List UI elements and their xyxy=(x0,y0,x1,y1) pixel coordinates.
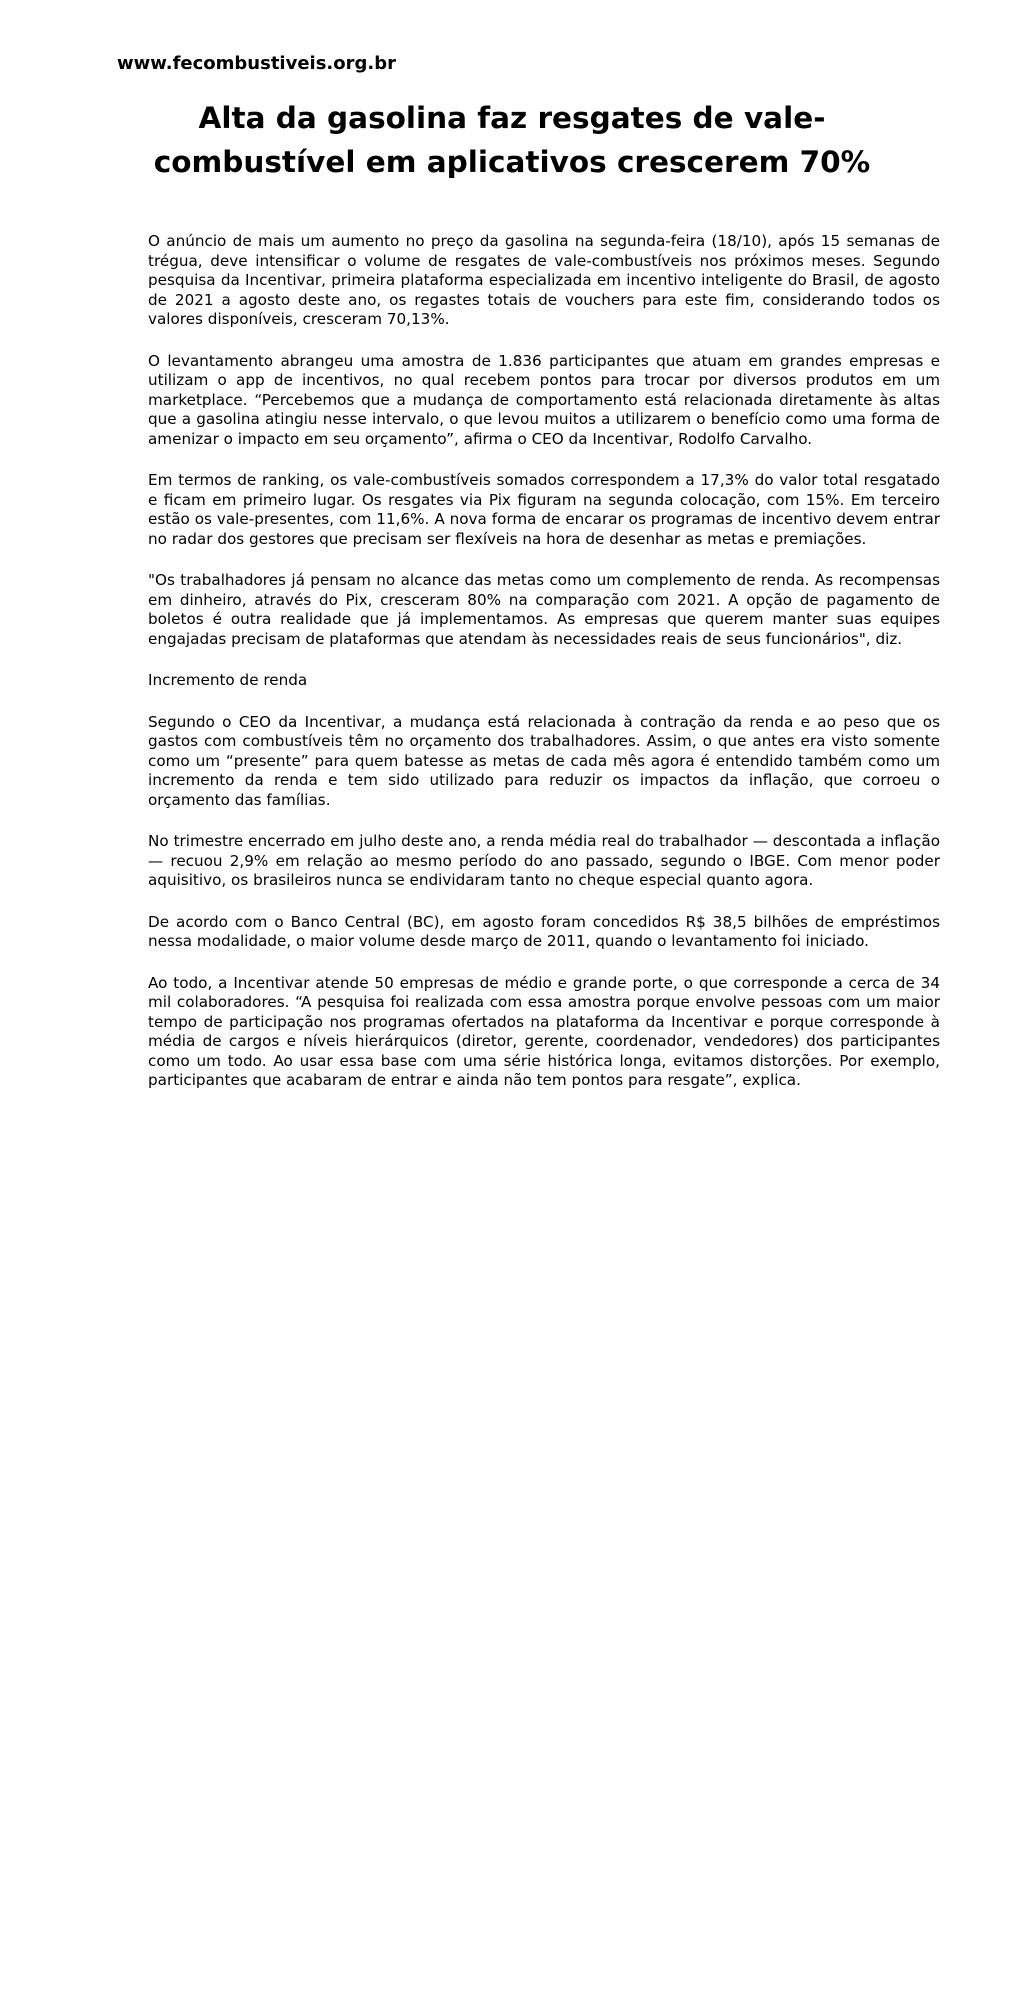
article-paragraph: Segundo o CEO da Incentivar, a mudança está relacionada à contração da renda e ao peso que os gastos com combustíveis têm no orçamento dos trabalhadores. Assim, o que antes era visto somente como um “presente” para quem batesse as metas de cada mês agora é entendido também como um incremento da renda e tem sido utilizado para reduzir os impactos da inflação, que corroeu o orçamento das famílias. xyxy=(148,712,940,809)
article-paragraph: "Os trabalhadores já pensam no alcance das metas como um complemento de renda. As recompensas em dinheiro, através do Pix, cresceram 80% na comparação com 2021. A opção de pagamento de boletos é outra realidade que já implementamos. As empresas que querem manter suas equipes engajadas precisam de plataformas que atendam às necessidades reais de seus funcionários", diz. xyxy=(148,571,940,648)
article-paragraph: De acordo com o Banco Central (BC), em agosto foram concedidos R$ 38,5 bilhões de empréstimos nessa modalidade, o maior volume desde março de 2011, quando o levantamento foi iniciado. xyxy=(148,912,940,950)
article-paragraph: No trimestre encerrado em julho deste ano, a renda média real do trabalhador — descontada a inflação — recuou 2,9% em relação ao mesmo período do ano passado, segundo o IBGE. Com menor poder aquisitivo, os brasileiros nunca se endividaram tanto no cheque especial quanto agora. xyxy=(148,832,940,889)
article-paragraph: Em termos de ranking, os vale-combustíveis somados correspondem a 17,3% do valor total resgatado e ficam em primeiro lugar. Os resgates via Pix figuram na segunda colocação, com 15%. Em terceiro estão os vale-presentes, com 11,6%. A nova forma de encarar os programas de incentivo devem entrar no radar dos gestores que precisam ser flexíveis na hora de desenhar as metas e premiações. xyxy=(148,471,940,548)
article-paragraph: O levantamento abrangeu uma amostra de 1.836 participantes que atuam em grandes empresas e utilizam o app de incentivos, no qual recebem pontos para trocar por diversos produtos em um marketplace. “Percebemos que a mudança de comportamento está relacionada diretamente às altas que a gasolina atingiu nesse intervalo, o que levou muitos a utilizarem o benefício como uma forma de amenizar o impacto em seu orçamento”, afirma o CEO da Incentivar, Rodolfo Carvalho. xyxy=(148,351,940,448)
article-paragraph: O anúncio de mais um aumento no preço da gasolina na segunda-feira (18/10), após 15 semanas de trégua, deve intensificar o volume de resgates de vale-combustíveis nos próximos meses. Segundo pesquisa da Incentivar, primeira plataforma especializada em incentivo inteligente do Brasil, de agosto de 2021 a agosto deste ano, os regastes totais de vouchers para este fim, considerando todos os valores disponíveis, cresceram 70,13%. xyxy=(148,232,940,328)
article-body xyxy=(148,232,940,1113)
article-paragraph: Ao todo, a Incentivar atende 50 empresas de médio e grande porte, o que corresponde a cerca de 34 mil colaboradores. “A pesquisa foi realizada com essa amostra porque envolve pessoas com um maior tempo de participação nos programas ofertados na plataforma da Incentivar e porque corresponde à média de cargos e níveis hierárquicos (diretor, gerente, coordenador, vendedores) dos participantes como um todo. Ao usar essa base com uma série histórica longa, evitamos distorções. Por exemplo, participantes que acabaram de entrar e ainda não tem pontos para resgate”, explica. xyxy=(148,973,940,1089)
article-title: Alta da gasolina faz resgates de vale-combustível em aplicativos crescerem 70% xyxy=(153,101,871,179)
section-subheading: Incremento de renda xyxy=(148,671,308,689)
site-url: www.fecombustiveis.org.br xyxy=(117,53,396,74)
